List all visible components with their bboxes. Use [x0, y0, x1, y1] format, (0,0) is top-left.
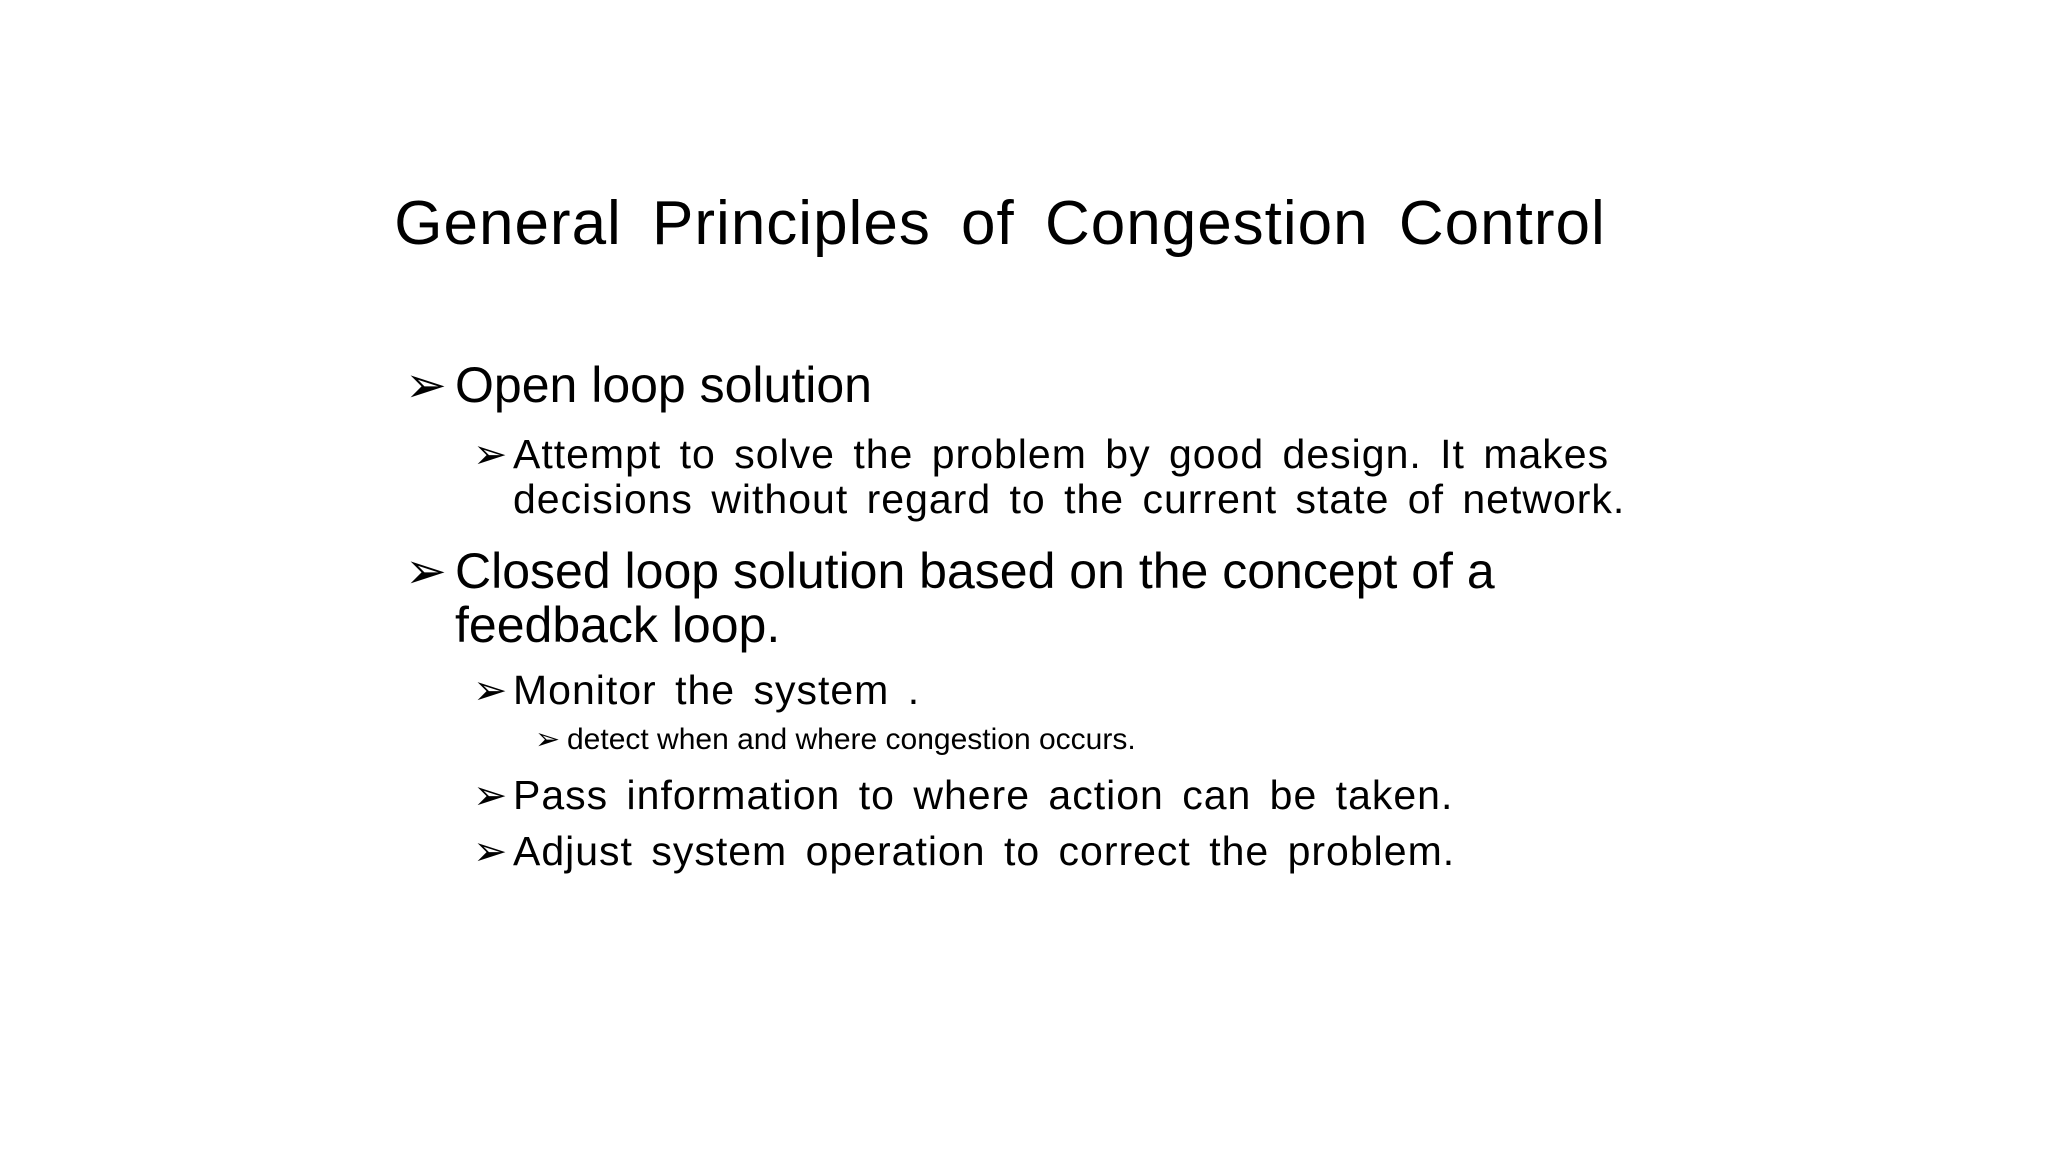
sub-bullet-attempt	[473, 432, 1705, 522]
arrow-bullet-icon: ➢	[535, 723, 561, 756]
sub-bullet-text: Adjust system operation to correct the problem.	[513, 828, 1456, 874]
bullet-item-open-loop	[405, 358, 1705, 412]
bullet-text: Open loop solution	[455, 357, 872, 413]
bullet-list	[405, 358, 1705, 874]
sub-bullet-text: Attempt to solve the problem by good design. It makes decisions without regard to the current state of network.	[513, 431, 1626, 522]
arrow-bullet-icon: ➢	[473, 772, 509, 818]
bullet-text: Closed loop solution based on the concept of a feedback loop.	[455, 543, 1495, 653]
arrow-bullet-icon: ➢	[405, 357, 447, 413]
sub-bullet-text: Monitor the system .	[513, 667, 921, 713]
sub-bullet-monitor	[473, 668, 1705, 713]
arrow-bullet-icon: ➢	[405, 543, 447, 599]
arrow-bullet-icon: ➢	[473, 667, 509, 713]
arrow-bullet-icon: ➢	[473, 431, 509, 477]
sub-sub-bullet-detect	[535, 723, 1705, 757]
arrow-bullet-icon: ➢	[473, 828, 509, 874]
sub-bullet-adjust	[473, 829, 1705, 874]
sub-bullet-text: Pass information to where action can be taken.	[513, 772, 1454, 818]
slide-title: General Principles of Congestion Control	[394, 189, 1606, 258]
bullet-item-closed-loop	[405, 544, 1705, 652]
sub-bullet-pass-information	[473, 773, 1705, 818]
sub-sub-bullet-text: detect when and where congestion occurs.	[567, 723, 1136, 756]
